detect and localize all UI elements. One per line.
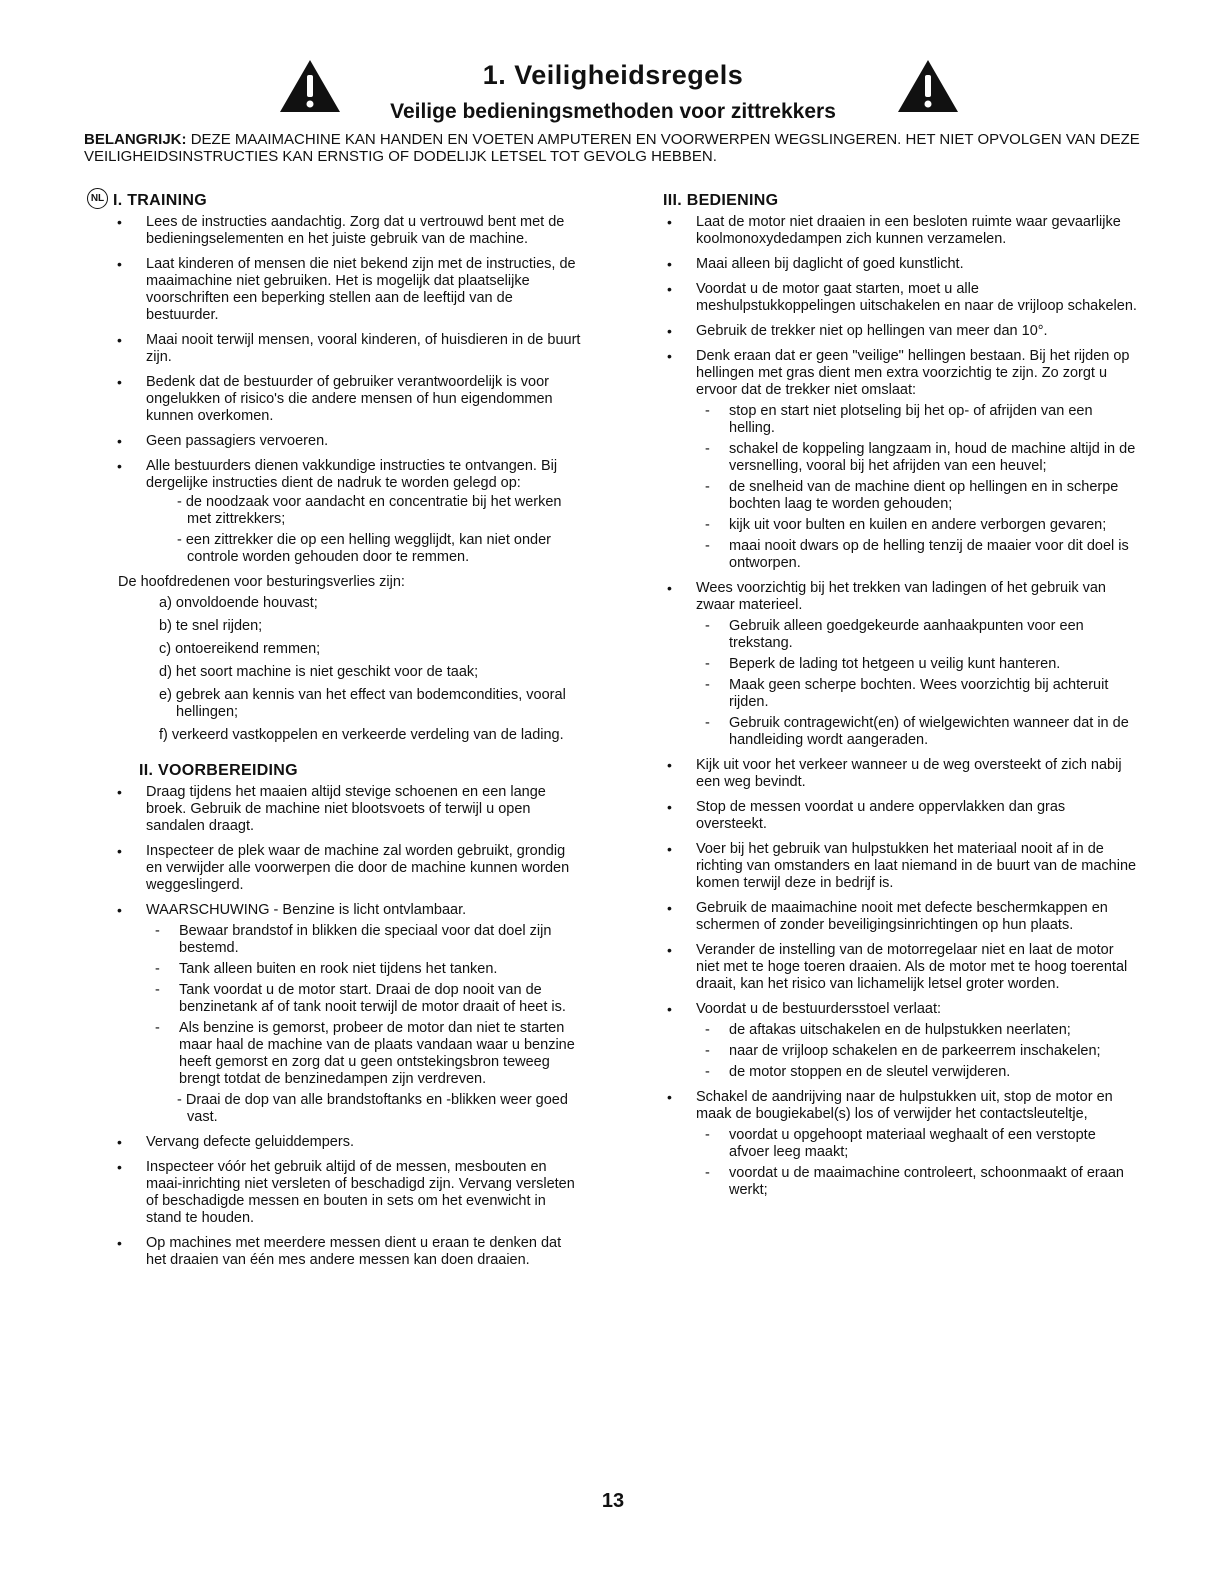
list-item: • Gebruik de trekker niet op hellingen van meer dan 10°. — [663, 323, 1139, 340]
list-item: • Inspecteer de plek waar de machine zal worden gebruikt, grondig en verwijder alle voorwerpen die door de machine kunnen worden weggeslingerd. — [113, 843, 583, 894]
list-item: • Stop de messen voordat u andere oppervlakken dan gras oversteekt. — [663, 799, 1139, 833]
slope-sublist — [696, 403, 1139, 572]
list-item — [663, 1001, 1139, 1081]
reason-item: b) te snel rijden; — [159, 618, 263, 634]
list-item: • Laat kinderen of mensen die niet bekend zijn met de instructies, de maaimachine niet gebruiken. Het is mogelijk dat plaatselijke voorschriften een beperking stellen aan de leeftijd van de bestuurder. — [113, 256, 583, 324]
list-item: • Inspecteer vóór het gebruik altijd of de messen, mesbouten en maai-inrichting niet versleten of beschadigd zijn. Vervang versleten of beschadigde messen en bouten in sets om het evenwicht in stand te houden. — [113, 1159, 583, 1227]
list-item-text: • Schakel de aandrijving naar de hulpstukken uit, stop de motor en maak de bougiekabel(s) los of verwijder het contactsleuteltje, — [696, 1089, 1113, 1122]
list-item-text: • Denk eraan dat er geen "veilige" hellingen bestaan. Bij het rijden op hellingen met gras dient men extra voorzichtig te zijn. Zo zorgt u ervoor dat de trekker niet omslaat: — [696, 348, 1130, 398]
reason-item: e) gebrek aan kennis van het effect van bodemcondities, vooral hellingen; — [159, 687, 566, 720]
list-item-text: • Voordat u de bestuurdersstoel verlaat: — [696, 1001, 942, 1017]
sub-item: - stop en start niet plotseling bij het op- of afrijden van een helling. — [696, 403, 1139, 437]
list-item: • Op machines met meerdere messen dient u eraan te denken dat het draaien van één mes andere messen kan doen draaien. — [113, 1235, 583, 1269]
section-heading-preparation: II. VOORBEREIDING — [139, 762, 298, 779]
list-item: • Maai alleen bij daglicht of goed kunstlicht. — [663, 256, 1139, 273]
list-item: • Vervang defecte geluiddempers. — [113, 1134, 583, 1151]
sub-item: - Gebruik alleen goedgekeurde aanhaakpunten voor een trekstang. — [696, 618, 1139, 652]
left-column — [113, 192, 583, 1277]
reasons-list — [113, 595, 583, 744]
section-heading-training: I. TRAINING — [113, 192, 207, 209]
list-item: • Voordat u de motor gaat starten, moet u alle meshulpstukkoppelingen uitschakelen en naar de vrijloop schakelen. — [663, 281, 1139, 315]
preparation-list — [113, 784, 583, 1269]
list-item: • Voer bij het gebruik van hulpstukken het materiaal nooit af in de richting van omstanders en laat niemand in de buurt van de machine komen terwijl deze in bedrijf is. — [663, 841, 1139, 892]
sub-item: - de motor stoppen en de sleutel verwijderen. — [696, 1064, 1139, 1081]
list-item: • Lees de instructies aandachtig. Zorg dat u vertrouwd bent met de bedieningselementen en het juiste gebruik van de machine. — [113, 214, 583, 248]
list-item — [663, 1089, 1139, 1199]
reasons-intro: De hoofdredenen voor besturingsverlies zijn: — [118, 574, 405, 590]
operation-list — [663, 214, 1139, 1199]
list-item: • Laat de motor niet draaien in een besloten ruimte waar gevaarlijke koolmonoxydedampen zich kunnen verzamelen. — [663, 214, 1139, 248]
list-item: • Bedenk dat de bestuurder of gebruiker verantwoordelijk is voor ongelukken of risico's die andere mensen of hun eigendommen kunnen overkomen. — [113, 374, 583, 425]
page-title: 1. Veiligheidsregels — [482, 60, 744, 90]
sub-item: - naar de vrijloop schakelen en de parkeerrem inschakelen; — [696, 1043, 1139, 1060]
training-list — [113, 214, 583, 566]
list-item: • Gebruik de maaimachine nooit met defecte beschermkappen en schermen of zonder beveiligingsinrichtingen op hun plaats. — [663, 900, 1139, 934]
important-text: DEZE MAAIMACHINE KAN HANDEN EN VOETEN AMPUTEREN EN VOORWERPEN WEGSLINGEREN. HET NIET OPVOLGEN VAN DEZE VEILIGHEIDSINSTRUCTIES KAN ERNSTIG OF DODELIJK LETSEL TOT GEVOLG HEBBEN. — [84, 131, 1140, 165]
sub-item: - de snelheid van de machine dient op hellingen en in scherpe bochten laag te worden gehouden; — [696, 479, 1139, 513]
sub-item: - Bewaar brandstof in blikken die speciaal voor dat doel zijn bestemd. — [146, 923, 583, 957]
reason-item: d) het soort machine is niet geschikt voor de taak; — [159, 664, 479, 680]
sub-item: - Tank voordat u de motor start. Draai de dop nooit van de benzinetank af of tank nooit terwijl de motor draait of heet is. — [146, 982, 583, 1016]
emphasis-item: - een zittrekker die op een helling wegglijdt, kan niet onder controle worden gehouden door te remmen. — [177, 532, 552, 565]
load-sublist — [696, 618, 1139, 749]
list-item-text: • WAARSCHUWING - Benzine is licht ontvlambaar. — [146, 902, 467, 918]
sub-item: - Tank alleen buiten en rook niet tijdens het tanken. — [146, 961, 583, 978]
list-item: • Draag tijdens het maaien altijd stevige schoenen en een lange broek. Gebruik de machine niet blootsvoets of terwijl u open sandalen draagt. — [113, 784, 583, 835]
list-item: • Kijk uit voor het verkeer wanneer u de weg oversteekt of zich nabij een weg bevindt. — [663, 757, 1139, 791]
page-subtitle: Veilige bedieningsmethoden voor zittrekkers — [390, 100, 836, 123]
right-column — [663, 192, 1139, 1207]
language-badge: NL — [87, 188, 108, 209]
page-number: 13 — [601, 1490, 625, 1512]
ignition-sublist — [696, 1127, 1139, 1199]
list-item-text: • Alle bestuurders dienen vakkundige instructies te ontvangen. Bij dergelijke instructies dient de nadruk te worden gelegd op: — [146, 458, 558, 491]
sub-item: - kijk uit voor bulten en kuilen en andere verborgen gevaren; — [696, 517, 1139, 534]
list-item — [113, 902, 583, 1126]
seat-sublist — [696, 1022, 1139, 1081]
sub-item: - voordat u de maaimachine controleert, schoonmaakt of eraan werkt; — [696, 1165, 1139, 1199]
section-heading-operation: III. BEDIENING — [663, 192, 779, 209]
reason-item: a) onvoldoende houvast; — [159, 595, 318, 611]
list-item — [663, 348, 1139, 572]
list-item: • Verander de instelling van de motorregelaar niet en laat de motor niet met te hoge toeren draaien. Als de motor met te hoog toerental draait, kan het risico van lichamelijk letsel groter worden. — [663, 942, 1139, 993]
list-item-text: • Wees voorzichtig bij het trekken van ladingen of het gebruik van zwaar materieel. — [696, 580, 1107, 613]
sub-item: - Gebruik contragewicht(en) of wielgewichten wanneer dat in de handleiding wordt aangeraden. — [696, 715, 1139, 749]
reason-item: c) ontoereikend remmen; — [159, 641, 321, 657]
sub-item: - maai nooit dwars op de helling tenzij de maaier voor dit doel is ontworpen. — [696, 538, 1139, 572]
reason-item: f) verkeerd vastkoppelen en verkeerde verdeling van de lading. — [159, 727, 564, 743]
list-item: • Maai nooit terwijl mensen, vooral kinderen, of huisdieren in de buurt zijn. — [113, 332, 583, 366]
sub-item: - schakel de koppeling langzaam in, houd de machine altijd in de versnelling, vooral bij het afrijden van een heuvel; — [696, 441, 1139, 475]
list-item — [113, 458, 583, 566]
sub-item: - voordat u opgehoopt materiaal weghaalt of een verstopte afvoer leeg maakt; — [696, 1127, 1139, 1161]
sub-item: - Beperk de lading tot hetgeen u veilig kunt hanteren. — [696, 656, 1139, 673]
sub-item: - Als benzine is gemorst, probeer de motor dan niet te starten maar haal de machine van de plaats vandaan waar u benzine heeft gemorst en zorg dat u geen ontstekingsbron teweeg brengt totdat de benzinedampen zijn verdreven. — [146, 1020, 583, 1088]
important-label: BELANGRIJK: — [84, 131, 187, 148]
emphasis-item: - Draai de dop van alle brandstoftanks en -blikken weer goed vast. — [177, 1092, 568, 1125]
sub-item: - Maak geen scherpe bochten. Wees voorzichtig bij achteruit rijden. — [696, 677, 1139, 711]
important-notice — [84, 131, 1144, 165]
sub-item: - de aftakas uitschakelen en de hulpstukken neerlaten; — [696, 1022, 1139, 1039]
emphasis-item: - de noodzaak voor aandacht en concentratie bij het werken met zittrekkers; — [177, 494, 562, 527]
list-item: • Geen passagiers vervoeren. — [113, 433, 583, 450]
warning-sublist — [146, 923, 583, 1088]
list-item — [663, 580, 1139, 749]
